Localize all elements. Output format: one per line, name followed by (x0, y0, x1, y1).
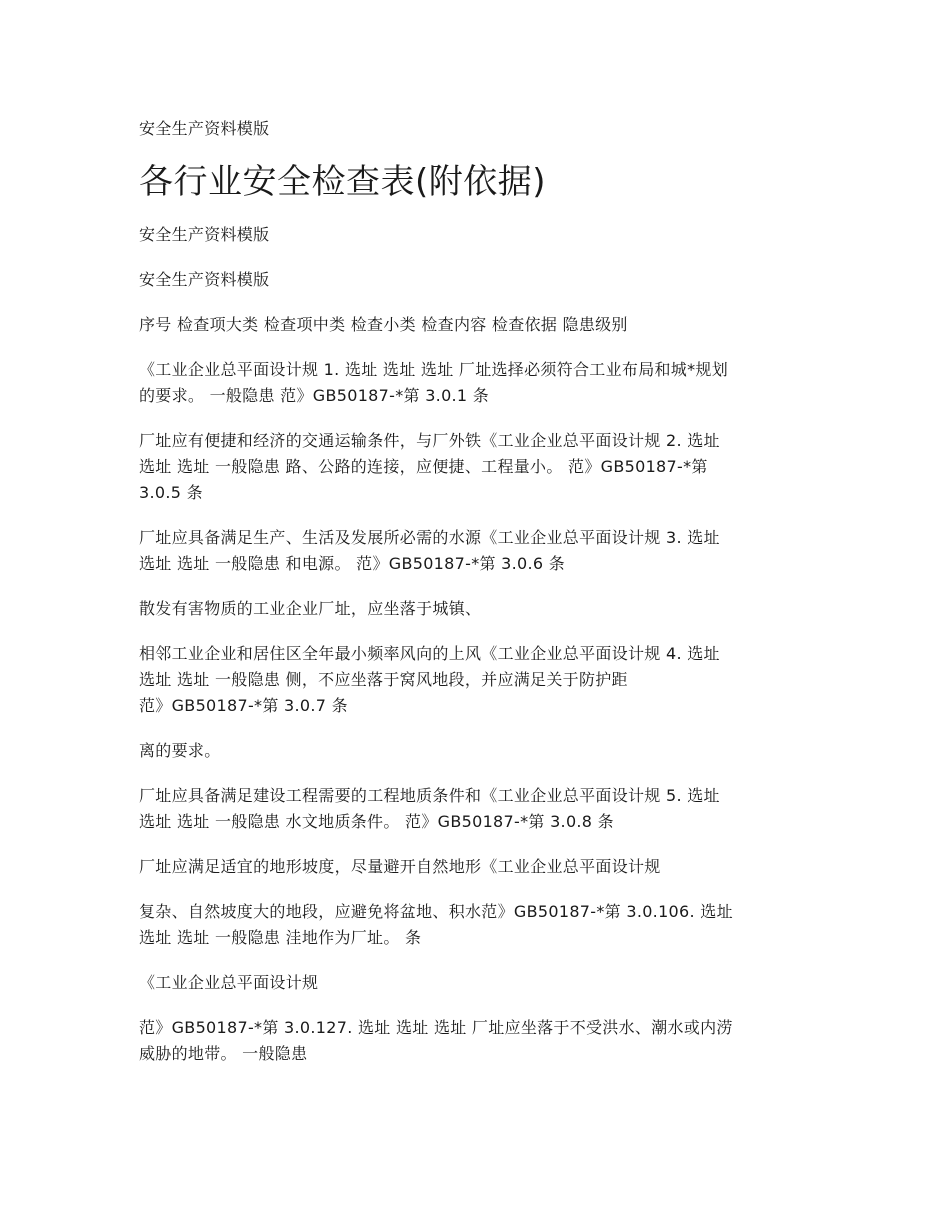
paragraph-line: 厂址应满足适宜的地形坡度，尽量避开自然地形《工业企业总平面设计规 (139, 857, 661, 876)
document-page (139, 116, 811, 1086)
body-paragraph (139, 525, 811, 577)
paragraph-line: 厂址应具备满足生产、生活及发展所必需的水源《工业企业总平面设计规 3. 选址 (139, 528, 720, 547)
paragraph-line: 的要求。 一般隐患 范》GB50187-*第 3.0.1 条 (139, 386, 490, 405)
document-body (139, 222, 811, 1067)
paragraph-line: 安全生产资料模版 (139, 225, 270, 244)
paragraph-line: 选址 选址 一般隐患 洼地作为厂址。 条 (139, 928, 422, 947)
paragraph-line: 《工业企业总平面设计规 (139, 973, 319, 992)
paragraph-line: 选址 选址 一般隐患 水文地质条件。 范》GB50187-*第 3.0.8 条 (139, 812, 614, 831)
paragraph-line: 选址 选址 一般隐患 和电源。 范》GB50187-*第 3.0.6 条 (139, 554, 566, 573)
body-paragraph (139, 312, 811, 338)
body-paragraph (139, 357, 811, 409)
document-title: 各行业安全检查表(附依据) (139, 162, 547, 202)
paragraph-line: 复杂、自然坡度大的地段，应避免将盆地、积水范》GB50187-*第 3.0.106. 选址 (139, 902, 733, 921)
body-paragraph (139, 738, 811, 764)
body-paragraph (139, 428, 811, 506)
body-paragraph (139, 641, 811, 719)
paragraph-line: 序号 检查项大类 检查项中类 检查小类 检查内容 检查依据 隐患级别 (139, 315, 628, 334)
paragraph-line: 相邻工业企业和居住区全年最小频率风向的上风《工业企业总平面设计规 4. 选址 (139, 644, 720, 663)
body-paragraph (139, 783, 811, 835)
paragraph-line: 厂址应具备满足建设工程需要的工程地质条件和《工业企业总平面设计规 5. 选址 (139, 786, 720, 805)
paragraph-line: 范》GB50187-*第 3.0.7 条 (139, 696, 348, 715)
paragraph-line: 厂址应有便捷和经济的交通运输条件，与厂外铁《工业企业总平面设计规 2. 选址 (139, 431, 720, 450)
body-paragraph (139, 970, 811, 996)
body-paragraph (139, 596, 811, 622)
paragraph-line: 散发有害物质的工业企业厂址，应坐落于城镇、 (139, 599, 482, 618)
body-paragraph (139, 854, 811, 880)
paragraph-line: 《工业企业总平面设计规 1. 选址 选址 选址 厂址选择必须符合工业布局和城*规划 (139, 360, 728, 379)
paragraph-line: 离的要求。 (139, 741, 221, 760)
paragraph-line: 3.0.5 条 (139, 483, 203, 502)
paragraph-line: 范》GB50187-*第 3.0.127. 选址 选址 选址 厂址应坐落于不受洪水、潮水或内涝 (139, 1018, 733, 1037)
paragraph-line: 选址 选址 一般隐患 路、公路的连接，应便捷、工程量小。 范》GB50187-*第 (139, 457, 708, 476)
paragraph-line: 威胁的地带。 一般隐患 (139, 1044, 308, 1063)
body-paragraph (139, 1015, 811, 1067)
body-paragraph (139, 267, 811, 293)
paragraph-line: 安全生产资料模版 (139, 270, 270, 289)
document-header-label: 安全生产资料模版 (139, 119, 270, 138)
body-paragraph (139, 899, 811, 951)
body-paragraph (139, 222, 811, 248)
paragraph-line: 选址 选址 一般隐患 侧，不应坐落于窝风地段，并应满足关于防护距 (139, 670, 628, 689)
